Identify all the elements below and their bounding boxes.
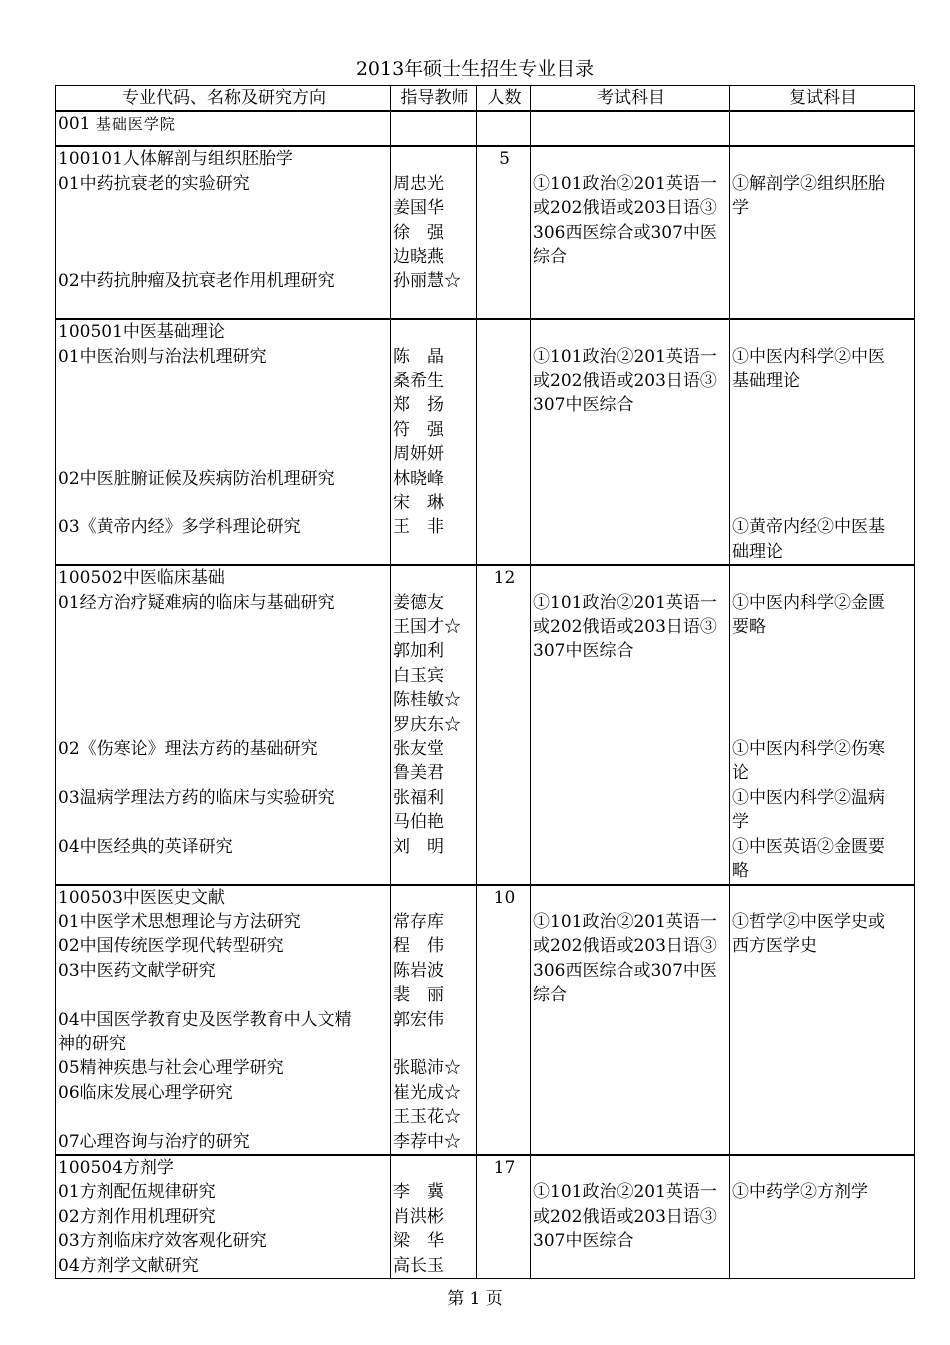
major-title: 100101人体解剖与组织胚胎学 <box>58 149 293 170</box>
major-cell <box>56 146 391 319</box>
enrollment-count: 5 <box>477 146 531 319</box>
research-direction <box>58 688 390 712</box>
advisor-name: 刘 明 <box>393 836 444 857</box>
page-title: 2013年硕士生招生专业目录 <box>355 58 595 80</box>
research-direction <box>58 983 390 1007</box>
exam-subjects-line: ①101政治②201英语一 <box>533 911 717 932</box>
exam-subjects-line <box>533 294 729 318</box>
advisor-name: 徐 强 <box>393 222 444 243</box>
exam-subjects-line <box>533 540 729 564</box>
advisor-name: 马伯艳 <box>393 812 444 833</box>
exam-subjects-line <box>533 467 729 491</box>
exam-subjects-line: 或202俄语或203日语③ <box>533 198 717 219</box>
retest-subjects-line: 基础理论 <box>732 371 800 392</box>
advisor-name <box>393 540 476 564</box>
exam-subjects-line <box>533 491 729 515</box>
retest-subjects-line <box>732 393 914 417</box>
research-direction <box>58 369 390 393</box>
exam-subjects-line: 或202俄语或203日语③ <box>533 936 717 957</box>
advisor-name: 张福利 <box>393 787 444 808</box>
research-direction: 03温病学理法方药的临床与实验研究 <box>58 787 335 808</box>
advisor-cell <box>391 146 477 319</box>
advisor-name: 鲁美君 <box>393 763 444 784</box>
exam-subjects-line: ①101政治②201英语一 <box>533 1182 717 1203</box>
retest-subjects-line: ①黄帝内经②中医基 <box>732 517 885 538</box>
major-cell <box>56 565 391 884</box>
research-direction <box>58 196 390 220</box>
major-cell <box>56 885 391 1155</box>
exam-subjects-line <box>533 1008 729 1032</box>
research-direction: 07心理咨询与治疗的研究 <box>58 1131 250 1152</box>
department-row <box>56 111 915 146</box>
retest-cell <box>730 319 915 565</box>
advisor-name: 郭加利 <box>393 641 444 662</box>
exam-subjects-line: 或202俄语或203日语③ <box>533 371 717 392</box>
advisor-name: 周忠光 <box>393 173 444 194</box>
advisor-name: 李 冀 <box>393 1182 444 1203</box>
research-direction <box>58 639 390 663</box>
research-direction <box>58 491 390 515</box>
advisor-cell <box>391 885 477 1155</box>
retest-subjects-line: ①解剖学②组织胚胎 <box>732 173 885 194</box>
retest-cell <box>730 1155 915 1279</box>
exam-subjects-line: 307中医综合 <box>533 1231 634 1252</box>
retest-cell <box>730 565 915 884</box>
catalog-table <box>55 85 915 1279</box>
research-direction <box>58 245 390 269</box>
research-direction <box>58 664 390 688</box>
research-direction: 02《伤寒论》理法方药的基础研究 <box>58 739 318 760</box>
research-direction <box>58 713 390 737</box>
exam-subjects-line <box>533 688 729 712</box>
department-name: 基础医学院 <box>95 115 176 134</box>
research-direction: 01方剂配伍规律研究 <box>58 1182 216 1203</box>
retest-subjects-line <box>732 1032 914 1056</box>
major-section <box>56 1155 915 1279</box>
advisor-name: 白玉宾 <box>393 665 444 686</box>
exam-subjects-line <box>533 835 729 859</box>
retest-subjects-line <box>732 664 914 688</box>
retest-subjects-line <box>732 1254 914 1278</box>
retest-subjects-line: 要略 <box>732 617 766 638</box>
retest-subjects-line: ①哲学②中医学史或 <box>732 911 885 932</box>
advisor-name: 高长玉 <box>393 1255 444 1276</box>
exam-subjects-line <box>533 1056 729 1080</box>
retest-subjects-line <box>732 688 914 712</box>
exam-cell <box>531 1155 730 1279</box>
retest-subjects-line <box>732 1105 914 1129</box>
retest-subjects-line <box>732 221 914 245</box>
header-count: 人数 <box>477 86 531 112</box>
major-section <box>56 319 915 565</box>
exam-subjects-line <box>533 1129 729 1153</box>
header-advisor: 指导教师 <box>391 86 477 112</box>
major-cell <box>56 319 391 565</box>
advisor-name: 姜国华 <box>393 198 444 219</box>
advisor-name: 孙丽慧☆ <box>393 271 461 292</box>
advisor-name: 王 非 <box>393 517 444 538</box>
enrollment-count: 10 <box>477 885 531 1155</box>
retest-subjects-line: 论 <box>732 763 749 784</box>
major-section <box>56 565 915 884</box>
enrollment-count: 17 <box>477 1155 531 1279</box>
retest-subjects-line <box>732 1205 914 1229</box>
retest-subjects-line <box>732 294 914 318</box>
advisor-name: 裴 丽 <box>393 985 444 1006</box>
retest-subjects-line <box>732 245 914 269</box>
research-direction <box>58 615 390 639</box>
exam-subjects-line <box>533 1105 729 1129</box>
retest-subjects-line: 略 <box>732 861 749 882</box>
department-cell <box>56 111 391 146</box>
research-direction <box>58 1105 390 1129</box>
exam-subjects-line: 综合 <box>533 247 567 268</box>
retest-subjects-line: ①中医内科学②金匮 <box>732 592 885 613</box>
exam-cell <box>531 319 730 565</box>
retest-subjects-line: ①中药学②方剂学 <box>732 1182 868 1203</box>
exam-subjects-line <box>533 664 729 688</box>
retest-subjects-line <box>732 442 914 466</box>
exam-subjects-line <box>533 1254 729 1278</box>
research-direction: 04方剂学文献研究 <box>58 1255 199 1276</box>
retest-subjects-line <box>732 1056 914 1080</box>
retest-subjects-line <box>732 639 914 663</box>
advisor-cell <box>391 565 477 884</box>
exam-subjects-line <box>533 515 729 539</box>
advisor-name: 周妍妍 <box>393 444 444 465</box>
retest-subjects-line <box>732 1129 914 1153</box>
exam-subjects-line <box>533 737 729 761</box>
exam-subjects-line: 306西医综合或307中医 <box>533 960 717 981</box>
advisor-name: 郑 扬 <box>393 395 444 416</box>
header-exam: 考试科目 <box>531 86 730 112</box>
exam-subjects-line: 307中医综合 <box>533 395 634 416</box>
enrollment-count: 12 <box>477 565 531 884</box>
retest-cell <box>730 885 915 1155</box>
enrollment-count <box>477 319 531 565</box>
retest-subjects-line: ①中医内科学②伤寒 <box>732 739 885 760</box>
advisor-cell <box>391 319 477 565</box>
major-section <box>56 146 915 319</box>
research-direction: 01中医治则与治法机理研究 <box>58 346 267 367</box>
research-direction: 02中医脏腑证候及疾病防治机理研究 <box>58 468 335 489</box>
major-title: 100501中医基础理论 <box>58 322 225 343</box>
advisor-name: 张聪沛☆ <box>393 1058 461 1079</box>
research-direction <box>58 859 390 883</box>
exam-subjects-line <box>533 442 729 466</box>
retest-subjects-line <box>732 1081 914 1105</box>
major-title: 100502中医临床基础 <box>58 568 225 589</box>
research-direction: 01中医学术思想理论与方法研究 <box>58 911 301 932</box>
research-direction: 06临床发展心理学研究 <box>58 1082 233 1103</box>
advisor-name: 常存库 <box>393 911 444 932</box>
retest-cell <box>730 146 915 319</box>
major-cell <box>56 1155 391 1279</box>
research-direction <box>58 294 390 318</box>
exam-subjects-line <box>533 269 729 293</box>
research-direction <box>58 761 390 785</box>
retest-subjects-line <box>732 269 914 293</box>
exam-cell <box>531 565 730 884</box>
exam-subjects-line: ①101政治②201英语一 <box>533 173 717 194</box>
advisor-name: 郭宏伟 <box>393 1009 444 1030</box>
research-direction: 04中国医学教育史及医学教育中人文精 <box>58 1009 352 1030</box>
research-direction: 01中药抗衰老的实验研究 <box>58 173 250 194</box>
header-retest: 复试科目 <box>730 86 915 112</box>
advisor-name: 崔光成☆ <box>393 1082 461 1103</box>
advisor-name: 王国才☆ <box>393 617 461 638</box>
department-code: 001 <box>58 114 91 135</box>
research-direction: 神的研究 <box>58 1033 126 1054</box>
research-direction: 03方剂临床疗效客观化研究 <box>58 1231 267 1252</box>
advisor-name <box>393 294 476 318</box>
header-row <box>56 86 915 112</box>
retest-subjects-line: 础理论 <box>732 541 783 562</box>
research-direction: 02中国传统医学现代转型研究 <box>58 936 284 957</box>
advisor-name: 梁 华 <box>393 1231 444 1252</box>
advisor-name: 陈岩波 <box>393 960 444 981</box>
exam-subjects-line <box>533 761 729 785</box>
exam-subjects-line: 综合 <box>533 985 567 1006</box>
advisor-name: 王玉花☆ <box>393 1107 461 1128</box>
exam-subjects-line <box>533 810 729 834</box>
advisor-name: 陈 晶 <box>393 346 444 367</box>
retest-subjects-line <box>732 713 914 737</box>
research-direction <box>58 221 390 245</box>
retest-subjects-line <box>732 983 914 1007</box>
header-major: 专业代码、名称及研究方向 <box>56 86 391 112</box>
exam-subjects-line: ①101政治②201英语一 <box>533 592 717 613</box>
major-title: 100504方剂学 <box>58 1157 174 1178</box>
retest-subjects-line: ①中医内科学②中医 <box>732 346 885 367</box>
retest-subjects-line <box>732 418 914 442</box>
major-section <box>56 885 915 1155</box>
exam-cell <box>531 146 730 319</box>
advisor-cell <box>391 1155 477 1279</box>
research-direction: 01经方治疗疑难病的临床与基础研究 <box>58 592 335 613</box>
retest-subjects-line: ①中医内科学②温病 <box>732 787 885 808</box>
research-direction <box>58 540 390 564</box>
exam-subjects-line: 307中医综合 <box>533 641 634 662</box>
exam-subjects-line <box>533 418 729 442</box>
advisor-name: 陈桂敏☆ <box>393 690 461 711</box>
advisor-name: 程 伟 <box>393 936 444 957</box>
exam-subjects-line <box>533 1081 729 1105</box>
advisor-name: 桑希生 <box>393 371 444 392</box>
research-direction <box>58 393 390 417</box>
retest-subjects-line: 学 <box>732 198 749 219</box>
research-direction: 02中药抗肿瘤及抗衰老作用机理研究 <box>58 271 335 292</box>
major-title: 100503中医医史文献 <box>58 887 225 908</box>
research-direction <box>58 442 390 466</box>
retest-subjects-line <box>732 959 914 983</box>
exam-subjects-line: 或202俄语或203日语③ <box>533 617 717 638</box>
advisor-name: 李荐中☆ <box>393 1131 461 1152</box>
retest-subjects-line: 西方医学史 <box>732 936 817 957</box>
research-direction <box>58 810 390 834</box>
research-direction <box>58 418 390 442</box>
exam-subjects-line <box>533 713 729 737</box>
research-direction: 04中医经典的英译研究 <box>58 836 233 857</box>
exam-subjects-line <box>533 786 729 810</box>
retest-subjects-line: ①中医英语②金匮要 <box>732 836 885 857</box>
advisor-name: 边晓燕 <box>393 247 444 268</box>
exam-subjects-line: 306西医综合或307中医 <box>533 222 717 243</box>
exam-subjects-line <box>533 859 729 883</box>
research-direction: 02方剂作用机理研究 <box>58 1206 216 1227</box>
exam-subjects-line <box>533 1032 729 1056</box>
retest-subjects-line <box>732 467 914 491</box>
retest-subjects-line <box>732 491 914 515</box>
advisor-name: 姜德友 <box>393 592 444 613</box>
advisor-name: 罗庆东☆ <box>393 714 461 735</box>
research-direction: 03中医药文献学研究 <box>58 960 216 981</box>
advisor-name: 符 强 <box>393 419 444 440</box>
exam-cell <box>531 885 730 1155</box>
advisor-name: 林晓峰 <box>393 468 444 489</box>
retest-subjects-line: 学 <box>732 812 749 833</box>
advisor-name: 肖洪彬 <box>393 1206 444 1227</box>
exam-subjects-line: ①101政治②201英语一 <box>533 346 717 367</box>
advisor-name: 宋 琳 <box>393 493 444 514</box>
advisor-name <box>393 859 476 883</box>
page-footer: 第 1 页 <box>447 1289 503 1309</box>
advisor-name <box>393 1032 476 1056</box>
retest-subjects-line <box>732 1229 914 1253</box>
research-direction: 03《黄帝内经》多学科理论研究 <box>58 517 301 538</box>
retest-subjects-line <box>732 1007 914 1031</box>
advisor-name: 张友堂 <box>393 739 444 760</box>
exam-subjects-line: 或202俄语或203日语③ <box>533 1206 717 1227</box>
research-direction: 05精神疾患与社会心理学研究 <box>58 1058 284 1079</box>
